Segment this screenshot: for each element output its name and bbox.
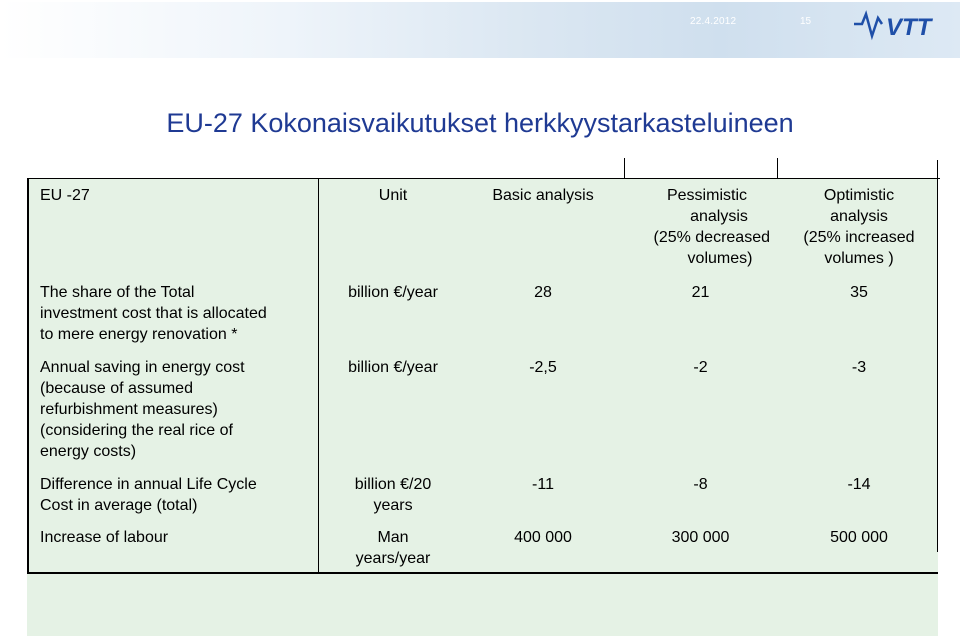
- vtt-logo: [852, 8, 948, 42]
- header-unit: Unit: [378, 187, 408, 204]
- header-pessimistic-line: analysis: [690, 208, 748, 225]
- header-optimistic: [780, 185, 938, 269]
- row-unit-line: billion €/20: [354, 476, 432, 493]
- row-label-line: Annual saving in energy cost: [40, 359, 245, 376]
- row-optimistic-value: -14: [847, 476, 871, 493]
- row-unit-line: billion €/year: [348, 284, 438, 301]
- row-unit: [330, 357, 456, 378]
- column-divider: [318, 178, 319, 573]
- header-pessimistic-line: (25% decreased: [653, 229, 770, 246]
- header-optimistic-line: volumes ): [824, 250, 894, 267]
- row-pessimistic-value: 300 000: [671, 529, 730, 546]
- row-unit-line: billion €/year: [348, 359, 438, 376]
- table-row-label: [40, 282, 315, 345]
- row-pessimistic-value: -2: [693, 359, 708, 376]
- header-bar: [0, 0, 960, 58]
- table-bottom-border: [27, 572, 938, 574]
- header-basic: Basic analysis: [492, 187, 594, 204]
- header-gradient: [0, 2, 960, 58]
- row-pessimistic-value: -8: [693, 476, 708, 493]
- row-label-line: to mere energy renovation *: [40, 326, 238, 343]
- row-label-line: energy costs): [40, 443, 137, 460]
- header-pessimistic-line: Pessimistic: [666, 187, 747, 204]
- row-label-line: refurbishment measures): [40, 401, 218, 418]
- row-basic-value: -2,5: [529, 359, 557, 376]
- row-unit: [330, 527, 456, 569]
- table-top-border: [27, 178, 940, 179]
- row-pessimistic-value: 21: [691, 284, 710, 301]
- page-title: EU-27 Kokonaisvaikutukset herkkyystarkasteluineen: [166, 108, 794, 138]
- logo-text: VTT: [886, 14, 932, 41]
- row-label-line: Difference in annual Life Cycle: [40, 476, 257, 493]
- row-optimistic-value: -3: [851, 359, 867, 376]
- row-label-line: Cost in average (total): [40, 497, 198, 514]
- header-pessimistic: [620, 185, 770, 269]
- row-basic-value: 28: [534, 284, 552, 301]
- page-number: 15: [800, 16, 812, 27]
- header-row-label: EU -27: [40, 187, 90, 204]
- column-divider-stub: [624, 158, 625, 178]
- row-basic-value: 400 000: [514, 529, 572, 546]
- header-optimistic-line: analysis: [830, 208, 888, 225]
- slide-date: 22.4.2012: [690, 16, 737, 27]
- row-optimistic-value: 35: [850, 284, 868, 301]
- row-unit-line: years: [373, 497, 413, 514]
- row-optimistic-value: 500 000: [830, 529, 888, 546]
- header-optimistic-line: (25% increased: [803, 229, 915, 246]
- row-label-line: (because of assumed: [40, 380, 193, 397]
- row-unit: [330, 282, 456, 303]
- row-label-line: investment cost that is allocated: [40, 305, 267, 322]
- row-unit: [330, 474, 456, 516]
- table-row-label: [40, 357, 315, 462]
- row-label-line: Increase of labour: [40, 529, 169, 546]
- row-unit-line: Man: [377, 529, 409, 546]
- table-row-label: [40, 474, 315, 516]
- header-optimistic-line: Optimistic: [823, 187, 895, 204]
- row-basic-value: -11: [532, 476, 554, 493]
- table-row-label: [40, 527, 315, 548]
- row-unit-line: years/year: [355, 550, 431, 567]
- column-divider-stub: [777, 158, 778, 178]
- header-pessimistic-line: volumes): [687, 250, 753, 267]
- row-label-line: The share of the Total: [40, 284, 195, 301]
- row-label-line: (considering the real rice of: [40, 422, 233, 439]
- table-left-border: [27, 178, 29, 573]
